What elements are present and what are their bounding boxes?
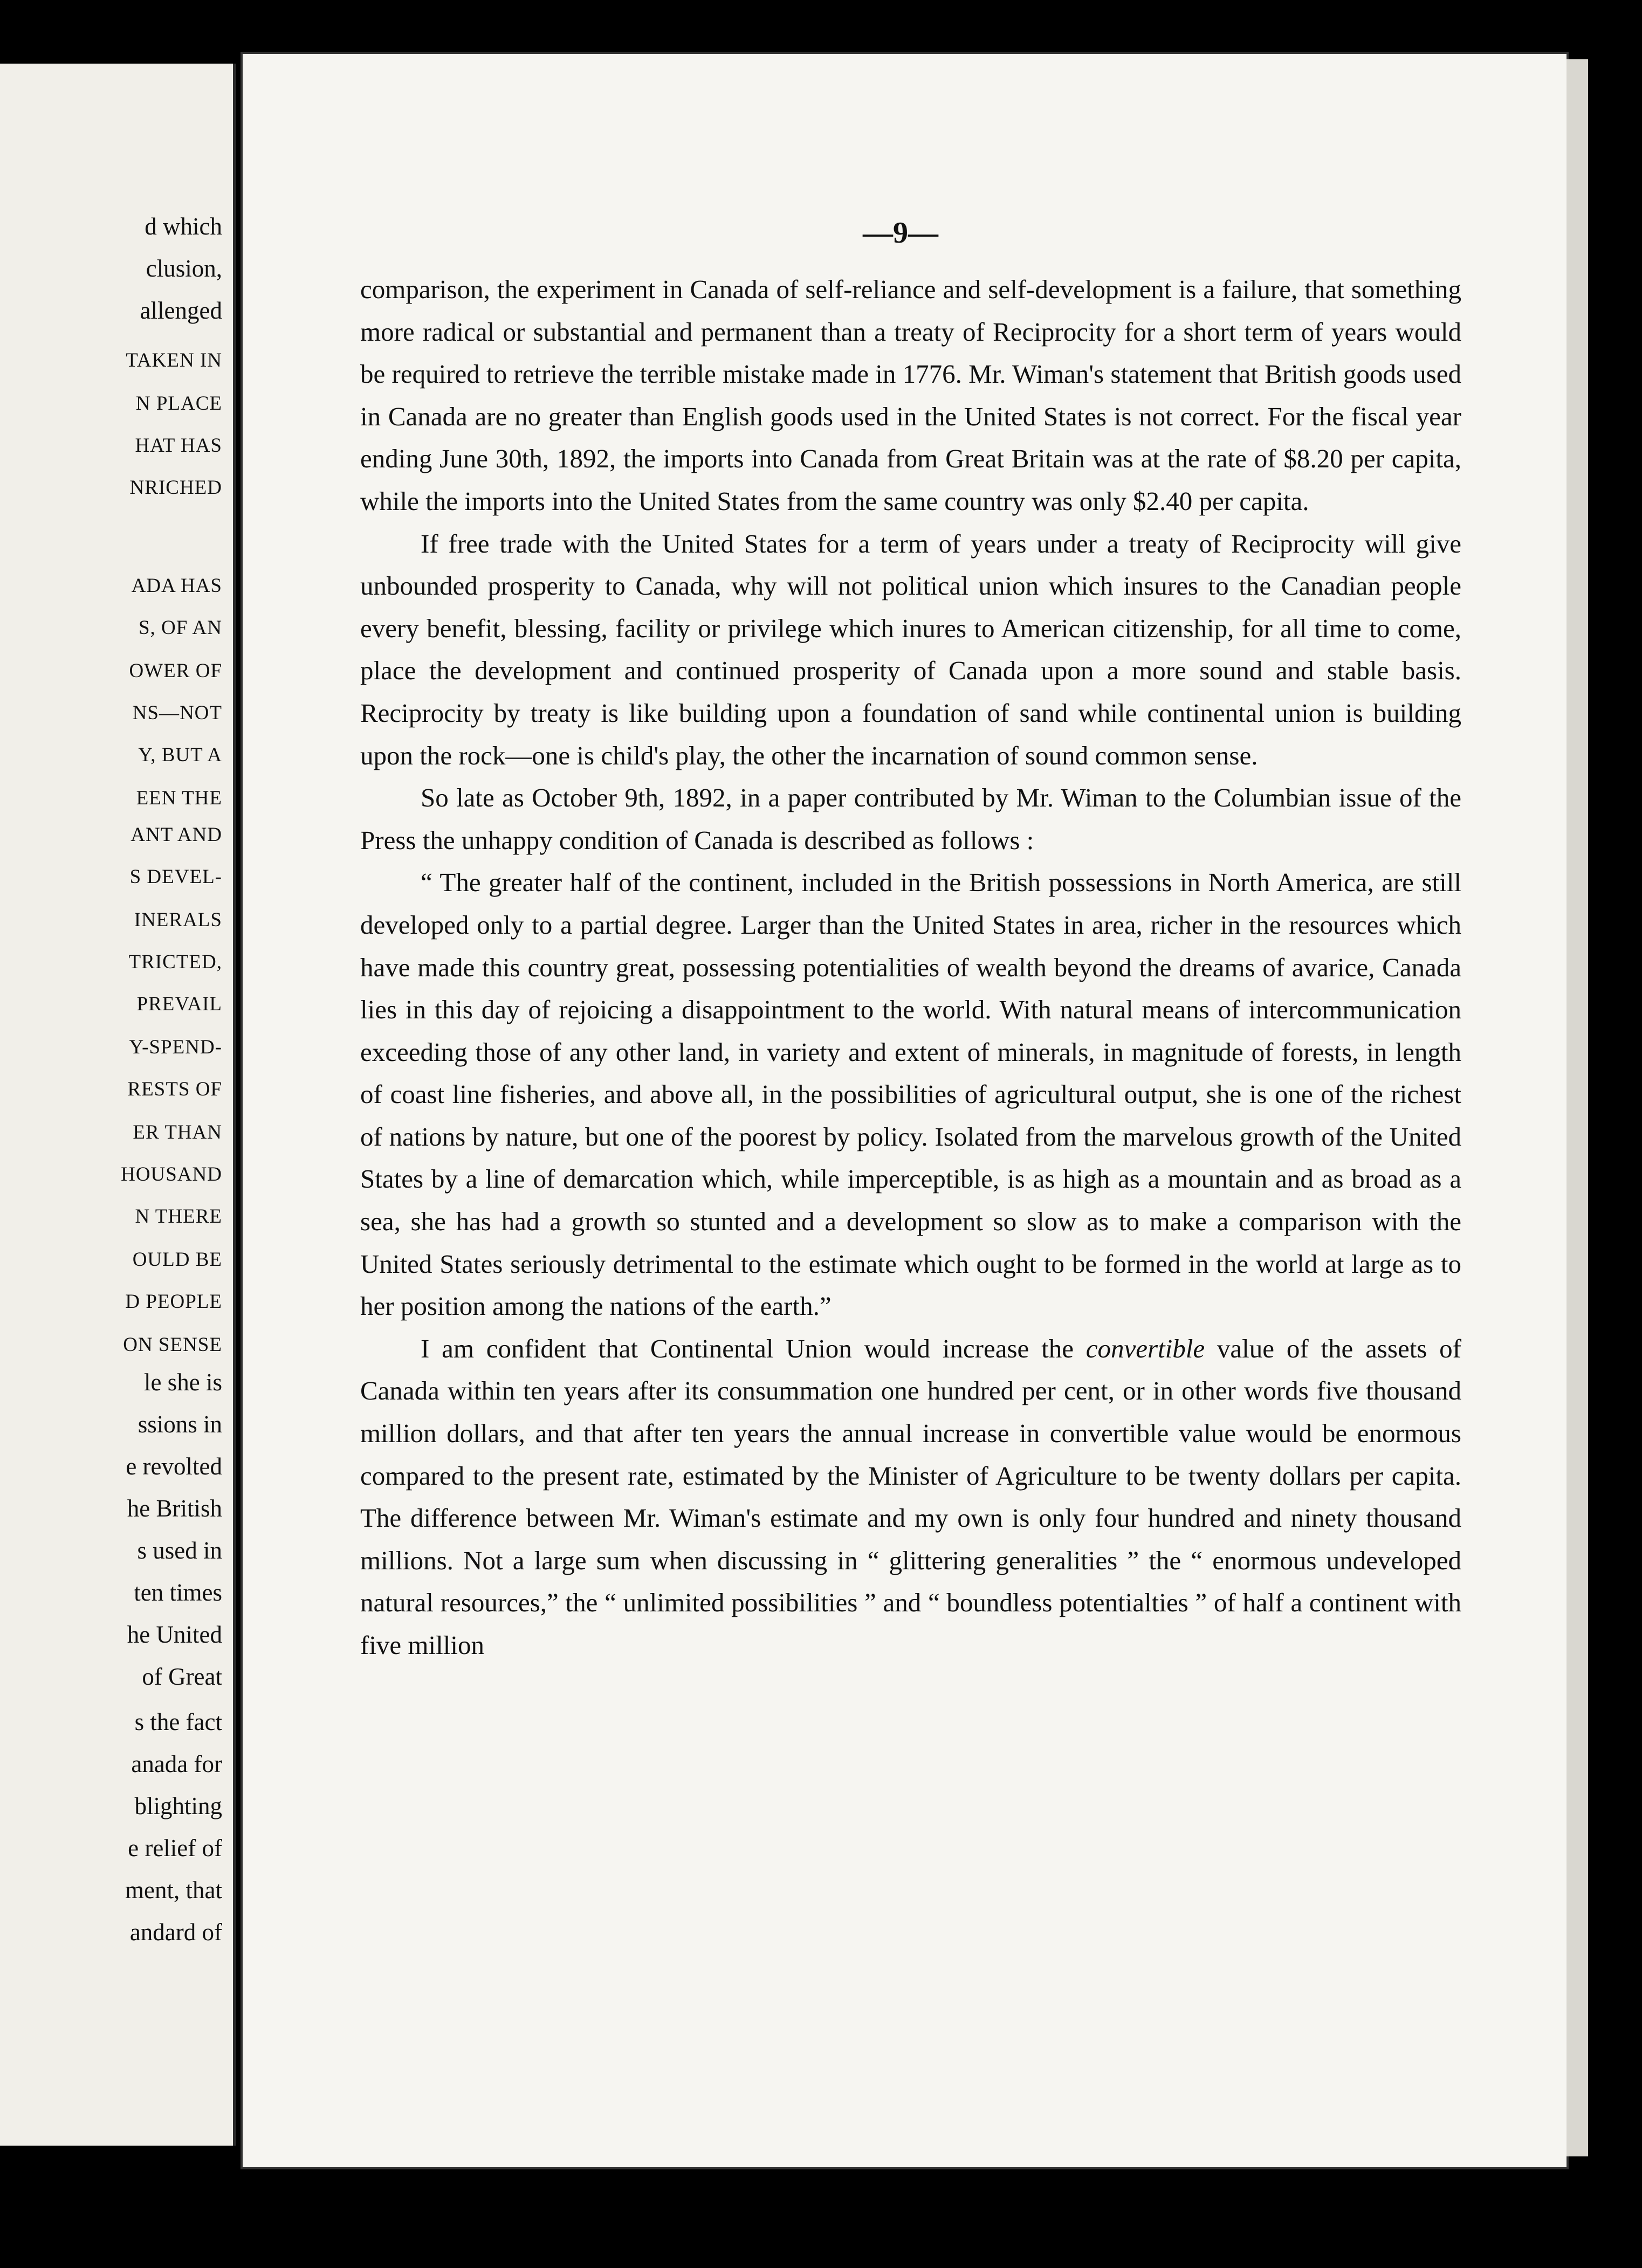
left-page-fragment: D PEOPLE	[125, 1291, 222, 1313]
left-page-fragment: ment, that	[125, 1877, 222, 1904]
left-page-fragment: ADA HAS	[131, 575, 222, 597]
left-page-fragment: he British	[127, 1495, 222, 1522]
page-number: —9—	[863, 216, 938, 250]
left-page-fragment: N THERE	[135, 1205, 222, 1228]
left-page-fragment: Y, BUT A	[138, 744, 222, 766]
body-text	[360, 268, 1461, 1667]
left-page-fragment: anada for	[131, 1750, 222, 1777]
left-page-fragment: N PLACE	[135, 392, 222, 415]
left-page-fragment: PREVAIL	[136, 993, 222, 1015]
left-page-fragment: HAT HAS	[135, 435, 222, 457]
left-page-fragment: OWER OF	[129, 660, 222, 682]
left-page-fragment: of Great	[142, 1663, 222, 1690]
emphasis-convertible: convertible	[1085, 1333, 1205, 1363]
left-page-fragment: Y-SPEND-	[129, 1036, 222, 1058]
paragraph-2: If free trade with the United States for a term of years under a treaty of Reciprocity will give unbounded prosperity to Canada, why will not political union which insures to the Canadian people every benefit, blessing, facility or privilege which inures to American citizenship, for all time to come, place the development and continued prosperity of Canada upon a more sound and stable basis. Reciprocity by treaty is like building upon a foundation of sand while continental union is building upon the rock—one is child's play, the other the incarnation of sound common sense.	[360, 528, 1461, 770]
quotation-paragraph: “ The greater half of the continent, included in the British possessions in North America, are still developed only to a partial degree. Larger than the United States in area, richer in the resources which have made this country great, possessing potentialities of wealth beyond the dreams of avarice, Canada lies in this day of rejoicing a disappointment to the world. With natural means of intercommunication exceeding those of any other land, in variety and extent of minerals, in magnitude of forests, in length of coast line fisheries, and above all, in the possibilities of agricultural output, she is one of the richest of nations by nature, but one of the poorest by policy. Isolated from the marvelous growth of the United States by a line of demarcation which, while imperceptible, is as high as a mountain and as broad as a sea, she has had a growth so stunted and a development so slow as to make a comparison with the United States seriously detrimental to the estimate which ought to be formed in the world at large as to her position among the nations of the earth.”	[360, 867, 1461, 1321]
paragraph-5	[360, 1328, 1461, 1667]
left-page-fragment: S, OF AN	[138, 617, 222, 639]
paragraph-3: So late as October 9th, 1892, in a paper contributed by Mr. Wiman to the Columbian issue of the Press the unhappy condition of Canada is described as follows :	[360, 783, 1461, 855]
left-page-fragment: ssions in	[138, 1411, 222, 1438]
left-page-fragment: TRICTED,	[128, 951, 222, 973]
left-page-fragment: s used in	[137, 1537, 222, 1564]
left-page-fragment: EEN THE	[136, 787, 222, 809]
left-page-fragment: RESTS OF	[127, 1078, 222, 1100]
left-page-fragment: S DEVEL-	[129, 866, 222, 888]
left-page-fragment: ON SENSE	[123, 1334, 222, 1356]
left-page-fragment: INERALS	[134, 909, 222, 931]
left-page-fragment: le she is	[144, 1369, 222, 1396]
left-page-fragment: clusion,	[146, 255, 222, 282]
left-page-fragment: d which	[145, 213, 222, 240]
left-page-fragment: blighting	[134, 1793, 222, 1819]
left-page-fragment: TAKEN IN	[126, 349, 222, 371]
left-page-fragment: e revolted	[126, 1453, 222, 1480]
left-page-fragment: OULD BE	[132, 1249, 222, 1271]
left-page-fragment: HOUSAND	[121, 1163, 222, 1185]
left-page-fragment: s the fact	[134, 1708, 222, 1735]
left-page-fragment: allenged	[140, 297, 222, 324]
left-page-fragment: e relief of	[128, 1835, 222, 1862]
left-page-fragment: NS—NOT	[132, 702, 222, 724]
left-page-fragment: ANT AND	[130, 824, 222, 846]
left-page-fragment: ER THAN	[133, 1121, 222, 1143]
left-facing-page	[0, 64, 236, 2146]
left-page-fragment: andard of	[129, 1919, 222, 1946]
left-page-fragment: he United	[127, 1621, 222, 1648]
left-page-fragment: NRICHED	[129, 477, 222, 499]
left-page-fragment: ten times	[134, 1579, 222, 1606]
paragraph-5-start: I am confident that Continental Union would increase the	[421, 1333, 1086, 1363]
page-edge	[1567, 59, 1588, 2156]
paragraph-5-end: value of the assets of Canada within ten years after its consummation one hundred per cent, or in other words five thousand million dollars, and that after ten years the annual increase in convertible value would be enormous compared to the present rate, estimated by the Minister of Agriculture to be twenty dollars per capita. The difference between Mr. Wiman's estimate and my own is only four hundred and ninety thousand millions. Not a large sum when discussing in “ glittering generalities ” the “ enormous undeveloped natural resources,” the “ unlimited possibilities ” and “ boundless potentialties ” of half a continent with five million	[360, 1333, 1461, 1660]
paragraph-1: comparison, the experiment in Canada of self-reliance and self-development is a failure, that something more radical or substantial and permanent than a treaty of Reciprocity for a short term of years would be required to retrieve the terrible mistake made in 1776. Mr. Wiman's statement that British goods used in Canada are no greater than English goods used in the United States is not correct. For the fiscal year ending June 30th, 1892, the imports into Canada from Great Britain was at the rate of $8.20 per capita, while the imports into the United States from the same country was only $2.40 per capita.	[360, 274, 1461, 516]
